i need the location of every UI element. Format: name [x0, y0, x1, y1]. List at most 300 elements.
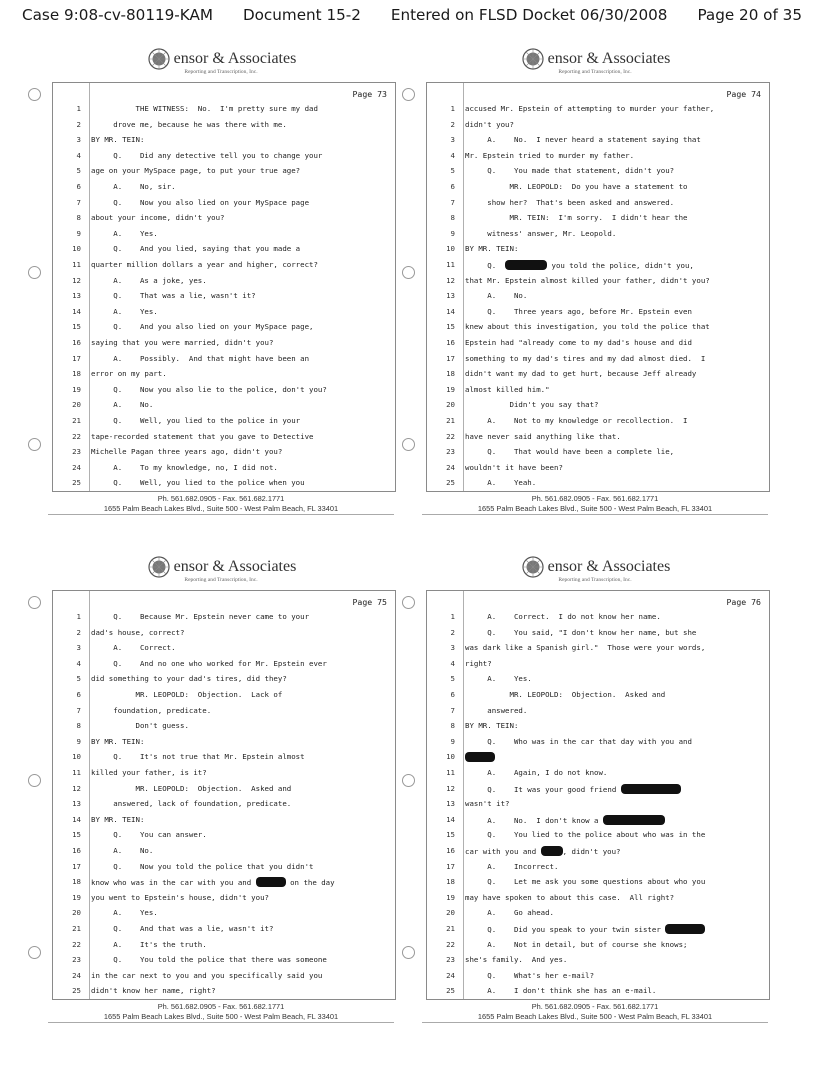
line-text: [91, 432, 395, 441]
line-text: [91, 628, 395, 637]
line-text-segment: something to my dad's tires and my dad almost died. I: [465, 353, 706, 363]
firm-phone: Ph. 561.682.0905 - Fax. 561.682.1771: [157, 1002, 285, 1011]
transcript-page-number: Page 76: [726, 597, 761, 607]
line-number: 6: [76, 690, 81, 699]
line-text-segment: error on my part.: [91, 369, 167, 379]
line-number: 18: [72, 369, 81, 379]
line-number: 6: [450, 690, 455, 699]
line-number: 21: [446, 924, 455, 933]
line-text: [465, 643, 769, 652]
line-text-segment: A. Go ahead.: [465, 908, 554, 918]
line-number: 23: [446, 955, 455, 965]
line-text: [465, 338, 769, 347]
line-number: 18: [72, 877, 81, 887]
line-number: 5: [76, 166, 81, 176]
punch-hole-icon: [402, 266, 415, 279]
line-text: [465, 846, 769, 856]
transcript-line: [53, 671, 397, 687]
transcript-line: [53, 257, 397, 273]
line-text-segment: Q. You said, "I don't know her name, but she: [465, 627, 697, 637]
line-text-segment: Didn't you say that?: [465, 400, 599, 410]
line-number: 25: [72, 478, 81, 488]
line-text: [465, 229, 769, 238]
document-number: Document 15-2: [242, 6, 361, 24]
line-text: [465, 690, 769, 699]
line-text-segment: Q. You can answer.: [91, 830, 207, 840]
line-text-segment: Epstein had "already come to my dad's house and did: [465, 338, 692, 347]
line-text-segment: Q. Well, you lied to the police when you: [91, 478, 305, 488]
line-text: [465, 213, 769, 222]
transcript-line: [427, 890, 771, 906]
line-number: 1: [450, 612, 455, 621]
transcript-line: [427, 781, 771, 797]
transcript-line: [427, 257, 771, 273]
transcript-frame: [426, 590, 770, 1000]
transcript-line: [53, 475, 397, 491]
transcript-page: [412, 556, 778, 1068]
transcript-line: [427, 117, 771, 133]
line-text-segment: A. Yes.: [91, 306, 158, 316]
line-number: 6: [76, 182, 81, 191]
line-text: [91, 213, 395, 222]
transcript-line: [53, 781, 397, 797]
transcript-line: [427, 827, 771, 843]
transcript-line: [427, 718, 771, 734]
line-text: [91, 830, 395, 839]
line-number: 25: [72, 986, 81, 996]
line-text: [91, 229, 395, 238]
line-text: [465, 628, 769, 637]
line-number: 4: [450, 658, 455, 668]
line-text: [465, 260, 769, 270]
line-number: 24: [446, 462, 455, 472]
line-text: [465, 166, 769, 175]
line-text-segment: Q.: [465, 261, 506, 270]
line-number: 20: [446, 908, 455, 918]
transcript-line: [427, 304, 771, 320]
line-text-segment: you told the police, didn't you,: [547, 261, 694, 270]
line-text-segment: show her? That's been asked and answered.: [465, 197, 675, 207]
transcript-line: [53, 444, 397, 460]
line-text-segment: quarter million dollars a year and higher, correct?: [91, 260, 318, 269]
line-text-segment: Q. Now you also lied on your MySpace page: [91, 197, 310, 207]
transcript-line: [53, 827, 397, 843]
footer-rule: [422, 1022, 768, 1023]
line-text: [91, 400, 395, 409]
line-text-segment: was dark like a Spanish girl." Those were your words,: [465, 643, 706, 653]
firm-logo-icon: [146, 48, 172, 70]
line-text: [91, 799, 395, 808]
redaction-bar: [603, 815, 665, 825]
line-text-segment: Q. Did any detective tell you to change your: [91, 150, 323, 160]
transcript-line: [53, 765, 397, 781]
transcript-line: [427, 609, 771, 625]
line-number: 15: [72, 830, 81, 840]
line-text: [91, 198, 395, 207]
transcript-line: [427, 968, 771, 984]
line-text: [465, 182, 769, 191]
line-text-segment: A. It's the truth.: [91, 939, 207, 949]
line-number: 4: [450, 150, 455, 160]
transcript-line: [427, 273, 771, 289]
firm-phone: Ph. 561.682.0905 - Fax. 561.682.1771: [531, 494, 659, 503]
punch-hole-icon: [28, 596, 41, 609]
line-text-segment: A. Again, I do not know.: [465, 768, 608, 777]
transcript-line: [427, 382, 771, 398]
punch-hole-icon: [28, 438, 41, 451]
line-text: [465, 986, 769, 995]
punch-hole-icon: [28, 266, 41, 279]
line-text: [465, 908, 769, 917]
transcript-line: [427, 952, 771, 968]
line-text: [465, 120, 769, 129]
line-text: [91, 416, 395, 425]
line-text: [91, 354, 395, 363]
transcript-line: [427, 640, 771, 656]
punch-hole-icon: [402, 774, 415, 787]
transcript-line: [53, 429, 397, 445]
transcript-line: [53, 460, 397, 476]
line-number: 6: [450, 182, 455, 191]
transcript-line: [427, 983, 771, 999]
line-text-segment: BY MR. TEIN:: [465, 244, 519, 254]
line-text: [91, 986, 395, 995]
line-text-segment: A. Yes.: [91, 908, 158, 918]
transcript-line: [53, 983, 397, 999]
line-number: 17: [446, 861, 455, 871]
line-number: 19: [72, 384, 81, 394]
line-number: 24: [72, 970, 81, 980]
line-number: 10: [446, 244, 455, 254]
line-text-segment: about your income, didn't you?: [91, 213, 225, 223]
firm-logo-icon: [520, 556, 546, 578]
transcript-line: [427, 765, 771, 781]
line-text-segment: Q. And you lied, saying that you made a: [91, 244, 301, 254]
line-number: 19: [446, 892, 455, 902]
line-number: 25: [446, 478, 455, 488]
line-number: 14: [72, 306, 81, 316]
line-text-segment: have never said anything like that.: [465, 431, 621, 441]
line-text: [465, 877, 769, 886]
firm-logo-icon: [146, 556, 172, 578]
transcript-line: [53, 687, 397, 703]
transcript-line: [53, 937, 397, 953]
firm-subtitle: Reporting and Transcription, Inc.: [558, 69, 632, 75]
transcript-line: [53, 905, 397, 921]
line-number: 16: [446, 338, 455, 347]
line-text-segment: A. No, sir.: [91, 182, 176, 191]
transcript-line: [427, 460, 771, 476]
line-text-segment: almost killed him.": [465, 384, 550, 394]
firm-logo: [412, 556, 778, 578]
line-text-segment: Q. What's her e-mail?: [465, 970, 595, 980]
line-text: [91, 338, 395, 347]
line-text: [91, 721, 395, 730]
line-number: 24: [72, 462, 81, 472]
line-number: 12: [446, 275, 455, 285]
line-text: [465, 768, 769, 777]
line-number: 11: [446, 260, 455, 269]
line-text-segment: A. Correct.: [91, 643, 176, 653]
line-text-segment: wouldn't it have been?: [465, 462, 563, 472]
line-text: [91, 478, 395, 487]
line-text: [465, 369, 769, 378]
line-text: [465, 940, 769, 949]
punch-hole-icon: [402, 88, 415, 101]
line-number: 11: [72, 768, 81, 777]
line-number: 13: [446, 291, 455, 301]
firm-phone: Ph. 561.682.0905 - Fax. 561.682.1771: [531, 1002, 659, 1011]
line-number: 3: [76, 135, 81, 145]
transcript-line: [427, 195, 771, 211]
line-number: 15: [446, 322, 455, 332]
transcript-line: [53, 796, 397, 812]
line-text-segment: A. Possibly. And that might have been an: [91, 353, 310, 363]
line-text: [91, 955, 395, 964]
line-text-segment: A. Correct. I do not know her name.: [465, 612, 661, 621]
firm-logo-icon: [520, 48, 546, 70]
line-text-segment: that Mr. Epstein almost killed your father, didn't you?: [465, 275, 710, 285]
line-number: 14: [72, 814, 81, 824]
line-number: 25: [446, 986, 455, 996]
line-text-segment: A. Yes.: [91, 228, 158, 238]
line-text: [465, 955, 769, 964]
transcript-line: [53, 273, 397, 289]
line-text-segment: Q. You made that statement, didn't you?: [465, 166, 675, 176]
line-text: [91, 244, 395, 253]
line-text: [91, 862, 395, 871]
firm-name: ensor & Associates: [547, 50, 671, 67]
firm-phone: Ph. 561.682.0905 - Fax. 561.682.1771: [157, 494, 285, 503]
line-text: [465, 463, 769, 472]
line-number: 9: [450, 228, 455, 238]
transcript-line: [427, 444, 771, 460]
line-text-segment: foundation, predicate.: [91, 705, 212, 715]
line-text: [465, 815, 769, 825]
line-text: [465, 151, 769, 160]
line-text-segment: Q. Did you speak to your twin sister: [465, 925, 666, 934]
line-text: [91, 322, 395, 331]
transcript-line: [53, 609, 397, 625]
redaction-bar: [256, 877, 286, 887]
transcript-line: [53, 288, 397, 304]
transcript-line: [53, 734, 397, 750]
line-text: [91, 784, 395, 793]
line-number: 14: [446, 306, 455, 316]
line-number: 10: [72, 752, 81, 762]
transcript-line: [427, 734, 771, 750]
line-number: 2: [450, 627, 455, 637]
line-number: 22: [446, 431, 455, 441]
firm-name: ensor & Associates: [173, 50, 297, 67]
transcript-page: [412, 48, 778, 560]
line-text: [465, 784, 769, 794]
redaction-bar: [621, 784, 681, 794]
line-number: 23: [72, 955, 81, 965]
line-number: 8: [76, 213, 81, 223]
firm-subtitle: Reporting and Transcription, Inc.: [558, 577, 632, 583]
line-text: [91, 846, 395, 855]
line-number: 8: [450, 721, 455, 731]
line-number: 14: [446, 814, 455, 824]
line-number: 7: [450, 197, 455, 207]
line-text: [91, 659, 395, 668]
transcript-line: [53, 921, 397, 937]
transcript-line: [427, 687, 771, 703]
line-number: 18: [446, 877, 455, 887]
redaction-bar: [505, 260, 547, 270]
line-number: 9: [450, 736, 455, 746]
punch-hole-icon: [28, 946, 41, 959]
transcript-line: [427, 703, 771, 719]
line-text-segment: A. Yes.: [465, 674, 532, 684]
line-text-segment: A. Not to my knowledge or recollection. I: [465, 416, 688, 425]
line-text-segment: BY MR. TEIN:: [465, 721, 519, 731]
line-text: [91, 120, 395, 129]
line-number: 18: [446, 369, 455, 379]
line-text-segment: A. No.: [91, 400, 154, 410]
line-text-segment: Q. You lied to the police about who was in the: [465, 830, 706, 840]
transcript-line: [53, 749, 397, 765]
line-text: [91, 291, 395, 300]
line-text-segment: A. Incorrect.: [465, 861, 559, 871]
line-number: 12: [446, 783, 455, 793]
line-number: 4: [76, 150, 81, 160]
footer-rule: [48, 514, 394, 515]
line-text-segment: didn't know her name, right?: [91, 986, 216, 996]
transcript-page: [38, 556, 404, 1068]
transcript-line: [53, 890, 397, 906]
line-text-segment: A. No. I don't know a: [465, 815, 603, 825]
transcript-line: [53, 179, 397, 195]
transcript-line: [427, 226, 771, 242]
line-text: [465, 799, 769, 808]
line-number: 7: [76, 197, 81, 207]
line-number: 8: [450, 213, 455, 223]
transcript-line: [427, 351, 771, 367]
line-number: 4: [76, 658, 81, 668]
line-text: [465, 893, 769, 902]
case-number: Case 9:08-cv-80119-KAM: [22, 6, 213, 24]
firm-name: ensor & Associates: [547, 558, 671, 575]
line-text-segment: Q. Now you told the police that you didn't: [91, 861, 314, 871]
line-number: 23: [72, 447, 81, 457]
line-number: 20: [72, 400, 81, 410]
transcript-frame: [52, 590, 396, 1000]
line-number: 24: [446, 970, 455, 980]
line-text-segment: know who was in the car with you and: [91, 878, 256, 888]
line-text-segment: Don't guess.: [91, 721, 189, 731]
line-number: 10: [446, 752, 455, 762]
line-text-segment: Q. Because Mr. Epstein never came to your: [91, 612, 310, 621]
transcript-line: [427, 397, 771, 413]
line-number: 13: [446, 799, 455, 809]
punch-hole-icon: [402, 946, 415, 959]
transcript-line: [53, 968, 397, 984]
line-number: 1: [76, 612, 81, 621]
line-text: [465, 706, 769, 715]
transcript-line: [53, 148, 397, 164]
line-text: [465, 612, 769, 621]
line-text-segment: dad's house, correct?: [91, 627, 185, 637]
line-text-segment: saying that you were married, didn't you?: [91, 338, 274, 347]
line-text-segment: age on your MySpace page, to put your true age?: [91, 166, 301, 176]
line-text-segment: MR. LEOPOLD: Do you have a statement to: [465, 182, 688, 191]
line-text-segment: BY MR. TEIN:: [91, 135, 145, 145]
transcript-line: [427, 132, 771, 148]
line-text: [465, 385, 769, 394]
line-text-segment: she's family. And yes.: [465, 955, 568, 965]
line-number: 3: [450, 135, 455, 145]
line-number: 13: [72, 291, 81, 301]
line-number: 13: [72, 799, 81, 809]
line-text: [91, 612, 395, 621]
line-text: [91, 307, 395, 316]
line-text-segment: didn't want my dad to get hurt, because Jeff already: [465, 369, 697, 379]
line-text-segment: MR. LEOPOLD: Objection. Lack of: [91, 690, 283, 699]
line-number: 22: [446, 939, 455, 949]
footer-rule: [422, 514, 768, 515]
line-text-segment: MR. LEOPOLD: Objection. Asked and: [91, 783, 292, 793]
transcript-line: [427, 101, 771, 117]
transcript-line: [427, 163, 771, 179]
punch-hole-icon: [28, 774, 41, 787]
line-text: [91, 893, 395, 902]
line-text: [465, 400, 769, 409]
transcript-line: [53, 319, 397, 335]
transcript-line: [53, 163, 397, 179]
transcript-line: [427, 874, 771, 890]
line-text: [91, 940, 395, 949]
transcript-page-number: Page 75: [352, 597, 387, 607]
transcript-line: [53, 413, 397, 429]
line-number: 15: [72, 322, 81, 332]
line-text-segment: answered, lack of foundation, predicate.: [91, 799, 292, 809]
line-text-segment: right?: [465, 658, 492, 668]
line-text-segment: A. Not in detail, but of course she knows;: [465, 939, 688, 949]
transcript-line: [53, 304, 397, 320]
line-text: [465, 659, 769, 668]
line-text: [91, 690, 395, 699]
transcript-line: [427, 749, 771, 765]
transcript-line: [427, 812, 771, 828]
line-text: [91, 151, 395, 160]
firm-address: 1655 Palm Beach Lakes Blvd., Suite 500 - West Palm Beach, FL 33401: [477, 1012, 713, 1021]
line-text-segment: accused Mr. Epstein of attempting to murder your father,: [465, 104, 715, 113]
line-text-segment: Michelle Pagan three years ago, didn't you?: [91, 447, 283, 457]
line-text: [91, 643, 395, 652]
transcript-line: [427, 475, 771, 491]
line-text: [91, 877, 395, 887]
punch-hole-icon: [402, 438, 415, 451]
line-text-segment: BY MR. TEIN:: [91, 814, 145, 824]
line-text-segment: Q. That was a lie, wasn't it?: [91, 291, 256, 301]
line-text: [91, 369, 395, 378]
line-text: [465, 307, 769, 316]
line-number: 17: [72, 353, 81, 363]
footer-rule: [48, 1022, 394, 1023]
line-text: [465, 354, 769, 363]
docket-entry: Entered on FLSD Docket 06/30/2008: [390, 6, 668, 24]
line-text: [465, 830, 769, 839]
line-text: [91, 182, 395, 191]
transcript-line: [53, 718, 397, 734]
line-number: 23: [446, 447, 455, 457]
line-text-segment: killed your father, is it?: [91, 768, 207, 777]
line-number: 20: [72, 908, 81, 918]
transcript-line: [427, 905, 771, 921]
line-text-segment: you went to Epstein's house, didn't you?: [91, 892, 269, 902]
